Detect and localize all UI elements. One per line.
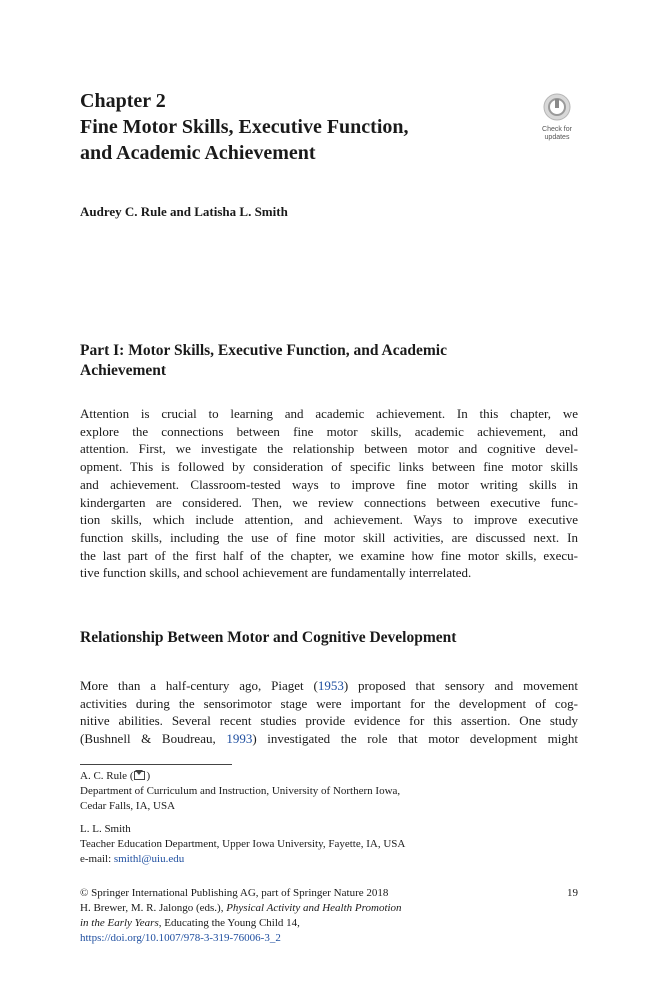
part-heading — [80, 341, 550, 381]
book-title: Physical Activity and Health Promotion — [226, 902, 402, 914]
paragraph-line: kindergarten are considered. Then, we review connections between executive func- — [80, 494, 578, 510]
text-run: ) proposed that sensory and movement — [343, 678, 578, 693]
page-number: 19 — [567, 887, 578, 899]
paragraph-line: tion skills, which include attention, and achievement. Ways to improve executive — [80, 512, 578, 528]
part-heading-line: Part I: Motor Skills, Executive Function, and Academic — [80, 342, 447, 359]
chapter-label: Chapter 2 — [80, 90, 166, 112]
text-run: More than a half-century ago, Piaget ( — [80, 678, 318, 693]
doi-line — [80, 931, 578, 946]
envelope-icon — [134, 771, 145, 780]
intro-paragraph — [80, 405, 578, 582]
citation-link[interactable]: 1953 — [317, 678, 344, 693]
affiliation-line: Department of Curriculum and Instruction, University of Northern Iowa, — [80, 785, 401, 797]
copyright-line: © Springer International Publishing AG, part of Springer Nature 2018 — [80, 887, 389, 899]
paragraph-line: tive function skills, and school achievement are fundamentally interrelated. — [80, 565, 472, 581]
author2-footnote — [80, 822, 578, 867]
email-label: e-mail: — [80, 853, 114, 865]
book-citation-line — [80, 901, 578, 916]
paragraph-line: nitive abilities. Several recent studies provide evidence for this assertion. One study — [80, 713, 578, 729]
book-citation-line — [80, 916, 578, 931]
text-run: H. Brewer, M. R. Jalongo (eds.), — [80, 902, 227, 914]
footnote-divider — [80, 764, 232, 765]
text-run: ) investigated the role that motor development might — [252, 731, 578, 747]
part-heading-line: Achievement — [80, 362, 167, 379]
citation-link[interactable]: 1993 — [226, 731, 253, 747]
paragraph-line: explore the connections between fine motor skills, academic achievement, and — [80, 423, 578, 439]
author1-footnote — [80, 769, 578, 814]
author1-name: A. C. Rule — [80, 770, 128, 782]
author1-name-line: A. C. Rule ( ) — [80, 770, 151, 782]
book-title: in the Early Years — [80, 917, 159, 929]
text-run: , Educating the Young Child 14, — [158, 917, 300, 929]
check-for-updates-icon — [543, 93, 571, 121]
paragraph-line — [80, 677, 578, 695]
author2-name: L. L. Smith — [80, 823, 131, 835]
paragraph-line: and achievement. Classroom-tested ways to improve fine motor writing skills in — [80, 476, 578, 492]
paragraph-line: opment. This is followed by consideration of specific links between fine motor skills — [80, 459, 578, 475]
email-link[interactable]: smithl@uiu.edu — [113, 853, 185, 865]
affiliation-line: Teacher Education Department, Upper Iowa University, Fayette, IA, USA — [80, 838, 406, 850]
check-for-updates-badge[interactable] — [527, 93, 587, 139]
footer — [80, 886, 578, 946]
affiliation-line: Cedar Falls, IA, USA — [80, 800, 176, 812]
chapter-title-line: and Academic Achievement — [80, 142, 316, 164]
paragraph-line: activities during the sensorimotor stage were important for the development of cog- — [80, 695, 578, 711]
section-heading: Relationship Between Motor and Cognitive Development — [80, 629, 457, 646]
text-run: (Bushnell & Boudreau, — [80, 731, 227, 747]
body-paragraph — [80, 677, 578, 748]
paragraph-line: function skills, including the use of fine motor skill activities, are discussed next. In — [80, 529, 578, 545]
paragraph-line — [80, 730, 578, 748]
authors: Audrey C. Rule and Latisha L. Smith — [80, 204, 288, 219]
chapter-title — [80, 114, 500, 166]
badge-caption-line: Check for — [542, 126, 572, 133]
paragraph-line: the last part of the first half of the chapter, we examine how fine motor skills, execu- — [80, 547, 578, 563]
paragraph-line: Attention is crucial to learning and academic achievement. In this chapter, we — [80, 406, 578, 421]
doi-link[interactable]: https://doi.org/10.1007/978-3-319-76006-3_2 — [80, 932, 281, 944]
paragraph-line: attention. First, we investigate the relationship between motor and cognitive devel- — [80, 441, 578, 457]
badge-caption-line: updates — [544, 134, 570, 141]
chapter-title-line: Fine Motor Skills, Executive Function, — [80, 116, 409, 138]
email-line — [80, 852, 578, 867]
